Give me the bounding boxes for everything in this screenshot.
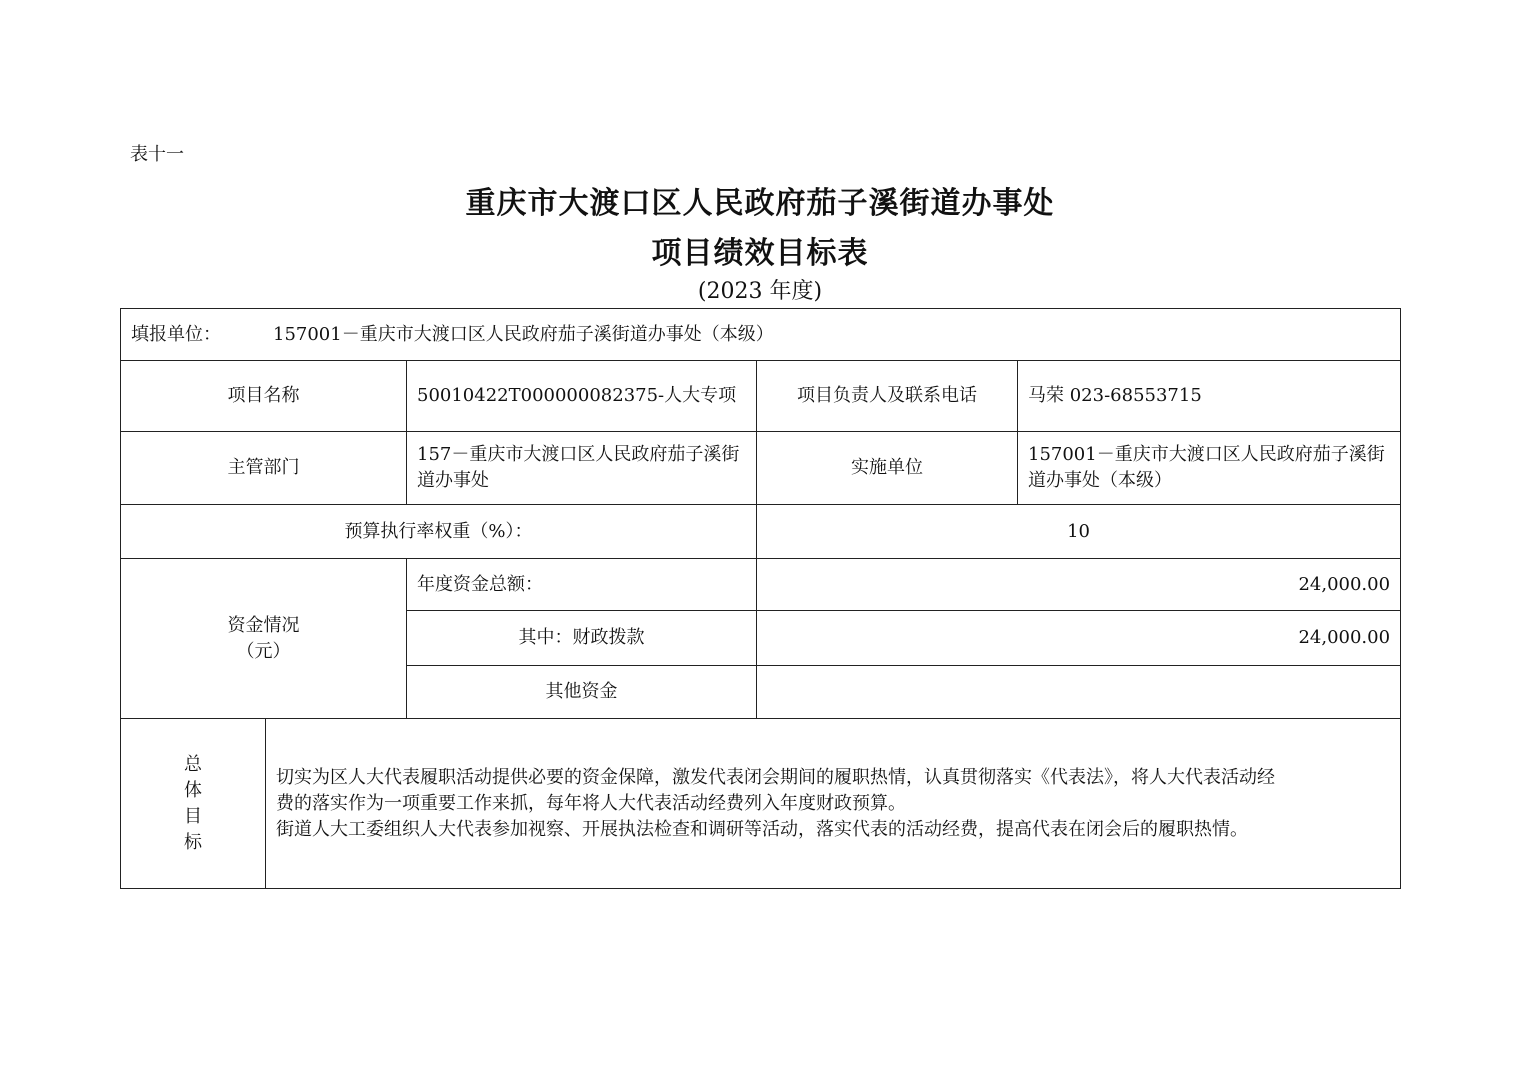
goal-label-char: 总 — [184, 753, 202, 775]
project-owner-label: 项目负责人及联系电话 — [757, 361, 1018, 432]
implementer-label: 实施单位 — [757, 432, 1018, 505]
funds-label — [121, 559, 407, 719]
goal-label-char: 目 — [184, 805, 202, 827]
funds-total-row — [121, 559, 1401, 611]
goal-label — [121, 719, 266, 889]
department-row — [121, 432, 1401, 505]
project-name-value: 50010422T000000082375-人大专项 — [407, 361, 757, 432]
goal-line: 街道人大工委组织人大代表参加视察、开展执法检查和调研等活动，落实代表的活动经费，提高代表在闭会后的履职热情。 — [276, 818, 1248, 840]
budget-rate-value: 10 — [757, 505, 1401, 559]
filler-value: 157001－重庆市大渡口区人民政府茄子溪街道办事处（本级） — [273, 323, 774, 345]
funds-label-line1: 资金情况 — [227, 614, 300, 636]
document-subtitle: 项目绩效目标表 — [651, 236, 869, 271]
budget-rate-label: 预算执行率权重（%）： — [121, 505, 757, 559]
funds-label-line2: （元） — [236, 640, 291, 662]
filler-label: 填报单位： — [131, 323, 221, 345]
funds-fiscal-value: 24,000.00 — [757, 611, 1401, 666]
goal-label-char: 标 — [184, 831, 202, 853]
funds-other-label: 其他资金 — [407, 666, 757, 719]
funds-other-value — [757, 666, 1401, 719]
goal-line: 费的落实作为一项重要工作来抓，每年将人大代表活动经费列入年度财政预算。 — [276, 792, 906, 814]
department-value: 157－重庆市大渡口区人民政府茄子溪街道办事处 — [407, 432, 757, 505]
table-number: 表十一 — [130, 144, 184, 165]
filler-cell — [121, 309, 1401, 361]
funds-total-value: 24,000.00 — [757, 559, 1401, 611]
fiscal-year: (2023 年度) — [697, 279, 823, 304]
document-title: 重庆市大渡口区人民政府茄子溪街道办事处 — [465, 186, 1055, 221]
funds-fiscal-label: 其中：财政拨款 — [407, 611, 757, 666]
goal-line: 切实为区人大代表履职活动提供必要的资金保障，激发代表闭会期间的履职热情，认真贯彻落实《代表法》，将人大代表活动经 — [276, 766, 1275, 788]
funds-total-label: 年度资金总额： — [407, 559, 757, 611]
project-name-row — [121, 361, 1401, 432]
project-owner-value: 马荣 023-68553715 — [1018, 361, 1401, 432]
performance-target-table — [120, 308, 1401, 889]
project-name-label: 项目名称 — [121, 361, 407, 432]
goal-label-char: 体 — [184, 779, 202, 801]
filler-row — [121, 309, 1401, 361]
budget-rate-row — [121, 505, 1401, 559]
implementer-value: 157001－重庆市大渡口区人民政府茄子溪街道办事处（本级） — [1018, 432, 1401, 505]
department-label: 主管部门 — [121, 432, 407, 505]
goal-text — [266, 719, 1401, 889]
goal-row — [121, 719, 1401, 889]
